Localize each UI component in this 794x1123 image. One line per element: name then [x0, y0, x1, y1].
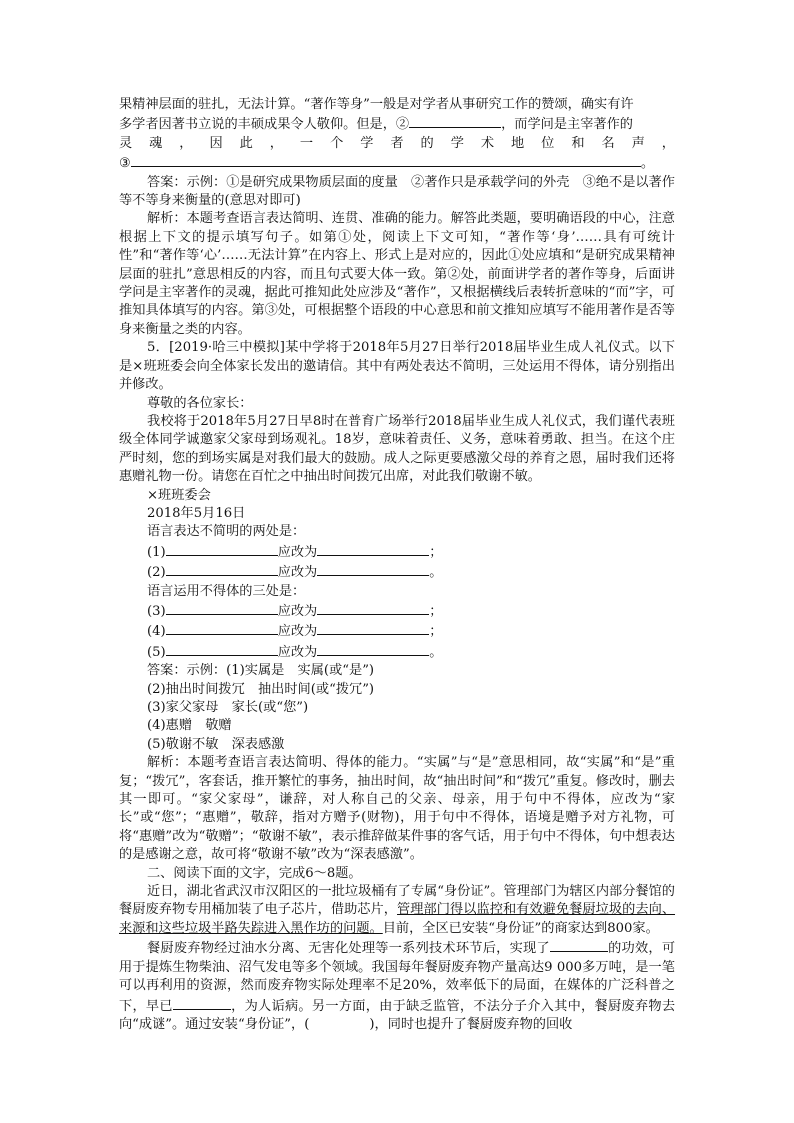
reading-paragraph: 餐厨废弃物经过油水分离、无害化处理等一系列技术环节后，实现了 的功效，可用于提炼生物柴油、沼气发电等多个领域。我国每年餐厨废弃物产量高达9 000多万吨，是一笔可以再利用的资源，然而废弃物实际处理率不足20%，效率低下的局面，在媒体的广泛科普之下，早已 ，为人诟病。另一方面，由于缺乏监管，不法分子介入其中，餐厨废弃物去向“成谜”。通过安装“身份证”，( )，同时也提升了餐厨废弃物的回收: [119, 938, 675, 1034]
fill-row: (1) 应改为 ；: [119, 542, 675, 562]
answer-blank-2[interactable]: [409, 114, 501, 128]
reading-paragraph: 近日，湖北省武汉市汉阳区的一批垃圾桶有了专属“身份证”。管理部门为辖区内部分餐馆的餐厨废弃物专用桶加装了电子芯片，借助芯片，管理部门得以监控和有效避免餐厨垃圾的去向、来源和这些垃圾半路失踪进入黑作坊的问题。目前，全区已安装“身份证”的商家达到800家。: [119, 884, 676, 936]
fill-blank-original[interactable]: [166, 642, 278, 656]
fill-blank-original[interactable]: [166, 621, 278, 635]
letter-signature: ×班班委会: [147, 487, 211, 503]
section-heading: 二、阅读下面的文字，完成6～8题。: [147, 865, 362, 881]
answer-item: (4)惠赠 敬赠: [147, 718, 232, 734]
passage-line: 果精神层面的驻扎，无法计算。“著作等身”一般是对学者从事研究工作的赞颂，确实有许: [119, 97, 634, 112]
fill-blank-revised[interactable]: [317, 642, 429, 656]
letter-body: 我校将于2018年5月27日早8时在普育广场举行2018届毕业生成人礼仪式，我们谨代表班级全体同学诚邀家父家母到场观礼。18岁，意味着责任、义务，意味着勇敢、担当。在这个庄严时刻，您的到场实属是对我们最大的鼓励。成人之际更要感激父母的养育之恩，届时我们还将惠赠礼物一份。请您在百忙之中抽出时间拨冗出席，对此我们敬谢不敏。: [119, 413, 675, 485]
explanation-text: 解析：本题考查语言表达简明、连贯、准确的能力。解答此类题，要明确语段的中心，注意根据上下文的提示填写句子。如第①处，阅读上下文可知，“著作等‘身’……具有可统计性”和“著作等‘心’……无法计算”在内容上、形式上是对应的，因此①处应填和“是研究成果精神层面的驻扎”意思相反的内容，而且句式要大体一致。第②处，前面讲学者的著作等身，后面讲学问是主宰著作的灵魂，据此可推知此处应涉及“著作”，又根据横线后表转折意味的“而”字，可推知具体填写的内容。第③处，可根据整个语段的中心意思和前文推知应填写不能用著作是否等身来衡量之类的内容。: [119, 211, 675, 337]
fill-label-appropriate: 语言运用不得体的三处是：: [147, 583, 306, 599]
answer-text: 答案：示例：(1)实属是 实属(或“是”): [147, 663, 375, 679]
answer-text: 答案：示例：①是研究成果物质层面的度量 ②著作只是承载学问的外壳 ③绝不是以著作等不等身来衡量的(意思对即可): [119, 174, 675, 209]
answer-blank[interactable]: [173, 996, 231, 1010]
fill-blank-revised[interactable]: [317, 601, 429, 615]
answer-item: (2)抽出时间拨冗 抽出时间(或“拨冗”): [147, 681, 375, 697]
fill-row: (4) 应改为 ；: [119, 621, 675, 641]
answer-blank[interactable]: [550, 938, 608, 952]
fill-blank-original[interactable]: [166, 562, 278, 576]
fill-blank-original[interactable]: [166, 601, 278, 615]
fill-label-concise: 语言表达不简明的两处是：: [147, 524, 306, 540]
explanation-text: 解析：本题考查语言表达简明、得体的能力。“实属”与“是”意思相同，故“实属”和“是”重复；“拨冗”，客套话，推开繁忙的事务，抽出时间，故“抽出时间”和“拨冗”重复。修改时，删去其一即可。“家父家母”，谦辞，对人称自己的父亲、母亲，用于句中不得体，应改为“家长”或“您”；“惠赠”，敬辞，指对方赠予(财物)，用于句中不得体，语境是赠予对方礼物，可将“惠赠”改为“敬赠”；“敬谢不敏”，表示推辞做某件事的客气话，用于句中不得体，句中想表达的是感谢之意，故可将“敬谢不敏”改为“深表感激”。: [119, 755, 675, 863]
fill-row: (3) 应改为 ；: [119, 601, 675, 621]
fill-blank-original[interactable]: [166, 542, 278, 556]
question-5: 5．[2019·哈三中模拟]某中学将于2018年5月27日举行2018届毕业生成人礼仪式。以下是×班班委会向全体家长发出的邀请信。其中有两处表达不简明，三处运用不得体，请分别指出并修改。: [119, 340, 675, 393]
fill-blank-revised[interactable]: [317, 542, 429, 556]
document-page: [119, 96, 675, 1034]
fill-blank-revised[interactable]: [317, 621, 429, 635]
passage-line: 多学者因著书立说的丰硕成果令人敬仰。但是，② ，而学问是主宰著作的: [119, 114, 675, 134]
fill-row: (2) 应改为 。: [119, 562, 675, 582]
letter-salutation: 尊敬的各位家长：: [147, 395, 253, 411]
answer-item: (3)家父家母 家长(或“您”): [147, 700, 309, 715]
answer-blank-3[interactable]: [131, 153, 641, 167]
answer-item: (5)敬谢不敏 深表感激: [147, 736, 285, 752]
underlined-sentence: 管理部门得以监控和有效避免餐厨垃圾的去向、来源和这些垃圾半路失踪进入黑作坊的问题。: [119, 902, 676, 936]
fill-blank-revised[interactable]: [317, 562, 429, 576]
passage-line: 灵魂，因此，一个学者的学术地位和名声，: [119, 135, 675, 151]
fill-row: (5) 应改为 。: [119, 642, 675, 662]
passage-line: ③ 。: [119, 153, 675, 173]
letter-date: 2018年5月16日: [147, 505, 246, 521]
